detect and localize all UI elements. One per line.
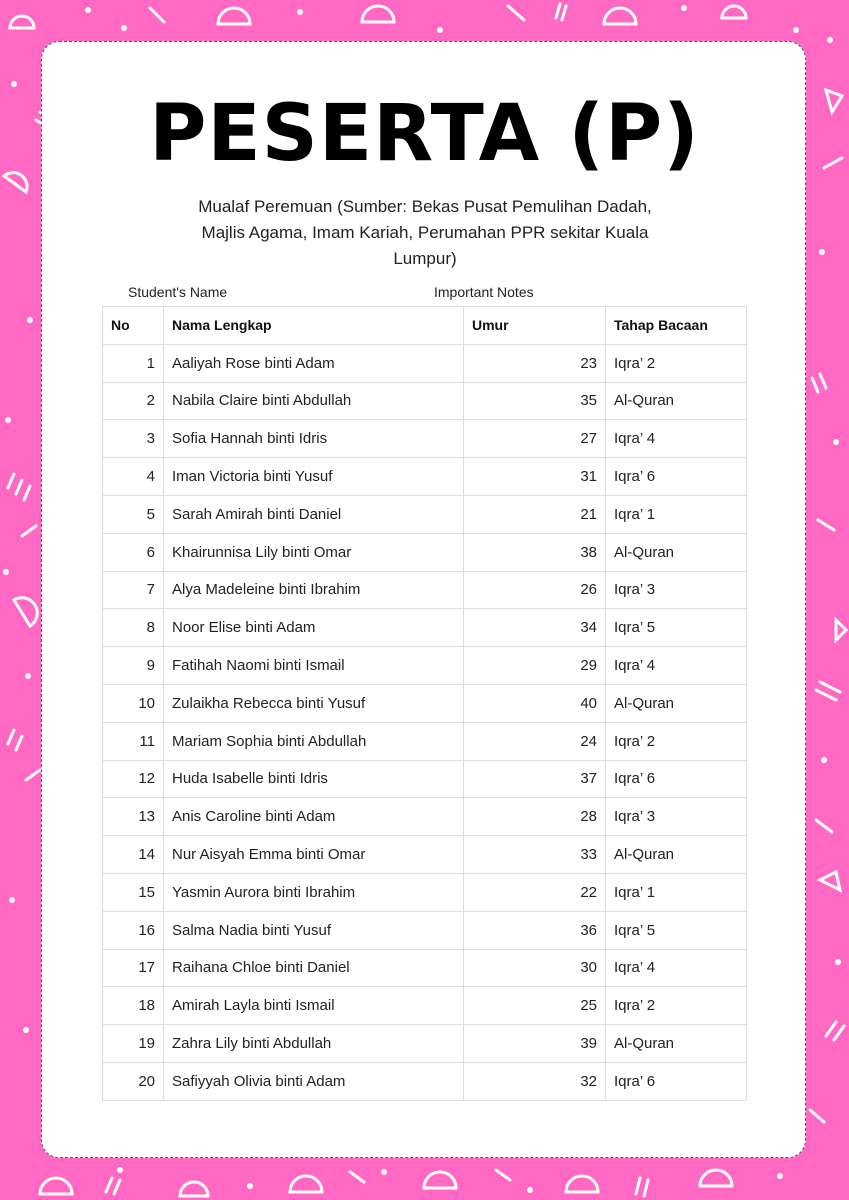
participant-age: 21 — [464, 495, 606, 533]
participant-age: 38 — [464, 533, 606, 571]
dot-icon — [835, 959, 841, 965]
dot-icon — [297, 9, 303, 15]
row-number: 15 — [103, 873, 164, 911]
half-circle-icon — [10, 16, 34, 28]
reading-level: Iqra’ 6 — [606, 458, 747, 496]
students-name-label: Student's Name — [128, 284, 228, 300]
table-row — [103, 420, 747, 458]
participant-name: Fatihah Naomi binti Ismail — [164, 647, 464, 685]
stripes-icon — [556, 4, 566, 20]
reading-level: Al-Quran — [606, 382, 747, 420]
participant-name: Huda Isabelle binti Idris — [164, 760, 464, 798]
table-row — [103, 949, 747, 987]
half-circle-icon — [362, 6, 394, 22]
reading-level: Iqra’ 2 — [606, 987, 747, 1025]
participant-name: Raihana Chloe binti Daniel — [164, 949, 464, 987]
participant-age: 25 — [464, 987, 606, 1025]
table-row — [103, 495, 747, 533]
participant-name: Zahra Lily binti Abdullah — [164, 1025, 464, 1063]
reading-level: Iqra’ 6 — [606, 760, 747, 798]
dot-icon — [821, 757, 827, 763]
table-header-row — [103, 307, 747, 345]
participant-name: Nur Aisyah Emma binti Omar — [164, 836, 464, 874]
participant-name: Safiyyah Olivia binti Adam — [164, 1062, 464, 1100]
reading-level: Iqra’ 3 — [606, 798, 747, 836]
participant-name: Iman Victoria binti Yusuf — [164, 458, 464, 496]
reading-level: Iqra’ 6 — [606, 1062, 747, 1100]
table-row — [103, 609, 747, 647]
table-row — [103, 722, 747, 760]
header-reading-level: Tahap Bacaan — [606, 307, 747, 345]
row-number: 4 — [103, 458, 164, 496]
participant-age: 39 — [464, 1025, 606, 1063]
pill-icon — [350, 1172, 364, 1182]
reading-level: Al-Quran — [606, 1025, 747, 1063]
participant-age: 33 — [464, 836, 606, 874]
row-number: 10 — [103, 684, 164, 722]
half-circle-icon — [700, 1170, 732, 1186]
reading-level: Al-Quran — [606, 836, 747, 874]
half-circle-icon — [566, 1176, 598, 1192]
dot-icon — [247, 1183, 253, 1189]
reading-level: Iqra’ 2 — [606, 344, 747, 382]
dot-icon — [117, 1167, 123, 1173]
table-row — [103, 1062, 747, 1100]
stripes-icon — [812, 374, 826, 392]
table-row — [103, 836, 747, 874]
table-row — [103, 873, 747, 911]
participant-age: 24 — [464, 722, 606, 760]
participant-age: 27 — [464, 420, 606, 458]
page-title: PESERTA (P) — [149, 89, 700, 179]
row-number: 11 — [103, 722, 164, 760]
participant-age: 32 — [464, 1062, 606, 1100]
stripes-icon — [106, 1178, 120, 1194]
row-number: 19 — [103, 1025, 164, 1063]
pill-icon — [26, 770, 40, 780]
participant-age: 34 — [464, 609, 606, 647]
dot-icon — [777, 1173, 783, 1179]
header-full-name: Nama Lengkap — [164, 307, 464, 345]
dot-icon — [381, 1169, 387, 1175]
participant-age: 36 — [464, 911, 606, 949]
participant-age: 31 — [464, 458, 606, 496]
reading-level: Iqra’ 4 — [606, 420, 747, 458]
table-row — [103, 571, 747, 609]
row-number: 7 — [103, 571, 164, 609]
dot-icon — [793, 27, 799, 33]
participant-name: Anis Caroline binti Adam — [164, 798, 464, 836]
participant-name: Khairunnisa Lily binti Omar — [164, 533, 464, 571]
reading-level: Iqra’ 2 — [606, 722, 747, 760]
row-number: 13 — [103, 798, 164, 836]
half-circle-icon — [836, 620, 846, 640]
pill-icon — [496, 1170, 510, 1180]
table-row — [103, 533, 747, 571]
row-number: 17 — [103, 949, 164, 987]
dot-icon — [25, 673, 31, 679]
pill-icon — [150, 8, 164, 22]
half-circle-icon — [722, 6, 746, 18]
dot-icon — [681, 5, 687, 11]
table-row — [103, 382, 747, 420]
row-number: 8 — [103, 609, 164, 647]
participant-name: Alya Madeleine binti Ibrahim — [164, 571, 464, 609]
table-row — [103, 344, 747, 382]
table-row — [103, 911, 747, 949]
stripes-icon — [8, 474, 30, 500]
half-circle-icon — [424, 1172, 456, 1188]
table-row — [103, 760, 747, 798]
participant-age: 28 — [464, 798, 606, 836]
participant-age: 30 — [464, 949, 606, 987]
reading-level: Al-Quran — [606, 533, 747, 571]
stripes-icon — [636, 1178, 648, 1196]
pill-icon — [810, 1110, 824, 1122]
table-row — [103, 458, 747, 496]
pill-icon — [22, 526, 36, 536]
participant-name: Mariam Sophia binti Abdullah — [164, 722, 464, 760]
pill-icon — [508, 6, 524, 20]
row-number: 5 — [103, 495, 164, 533]
participant-age: 26 — [464, 571, 606, 609]
table-row — [103, 798, 747, 836]
reading-level: Iqra’ 5 — [606, 911, 747, 949]
half-circle-icon — [218, 8, 250, 24]
participant-age: 23 — [464, 344, 606, 382]
table-row — [103, 684, 747, 722]
dot-icon — [121, 25, 127, 31]
row-number: 20 — [103, 1062, 164, 1100]
table-row — [103, 1025, 747, 1063]
dot-icon — [819, 249, 825, 255]
dot-icon — [437, 27, 443, 33]
participant-age: 40 — [464, 684, 606, 722]
row-number: 16 — [103, 911, 164, 949]
participant-age: 37 — [464, 760, 606, 798]
stripes-icon — [826, 1022, 844, 1040]
participant-name: Nabila Claire binti Abdullah — [164, 382, 464, 420]
table-row — [103, 647, 747, 685]
half-circle-icon — [290, 1176, 322, 1192]
stripes-icon — [8, 730, 22, 750]
page-subtitle: Mualaf Peremuan (Sumber: Bekas Pusat Pemulihan Dadah, Majlis Agama, Imam Kariah, Perumahan PPR sekitar Kuala Lumpur) — [198, 197, 652, 268]
row-number: 3 — [103, 420, 164, 458]
participant-age: 29 — [464, 647, 606, 685]
row-number: 2 — [103, 382, 164, 420]
dot-icon — [85, 7, 91, 13]
header-no: No — [103, 307, 164, 345]
row-number: 14 — [103, 836, 164, 874]
reading-level: Iqra’ 1 — [606, 495, 747, 533]
dot-icon — [9, 897, 15, 903]
half-circle-icon — [180, 1182, 208, 1196]
dot-icon — [23, 1027, 29, 1033]
dot-icon — [5, 417, 11, 423]
participants-table — [102, 306, 747, 1101]
participant-name: Sofia Hannah binti Idris — [164, 420, 464, 458]
participant-name: Salma Nadia binti Yusuf — [164, 911, 464, 949]
row-number: 12 — [103, 760, 164, 798]
participant-name: Noor Elise binti Adam — [164, 609, 464, 647]
half-circle-icon — [14, 598, 37, 626]
row-number: 18 — [103, 987, 164, 1025]
reading-level: Iqra’ 3 — [606, 571, 747, 609]
half-circle-icon — [40, 1178, 72, 1194]
participant-name: Zulaikha Rebecca binti Yusuf — [164, 684, 464, 722]
dot-icon — [11, 81, 17, 87]
table-row — [103, 987, 747, 1025]
participant-name: Aaliyah Rose binti Adam — [164, 344, 464, 382]
dot-icon — [27, 317, 33, 323]
dot-icon — [833, 439, 839, 445]
row-number: 6 — [103, 533, 164, 571]
participant-name: Sarah Amirah binti Daniel — [164, 495, 464, 533]
reading-level: Iqra’ 5 — [606, 609, 747, 647]
dot-icon — [827, 37, 833, 43]
table-body — [103, 344, 747, 1100]
participant-name: Yasmin Aurora binti Ibrahim — [164, 873, 464, 911]
pill-icon — [816, 820, 832, 832]
dot-icon — [527, 1187, 533, 1193]
half-circle-icon — [820, 872, 840, 890]
stripes-icon — [816, 682, 840, 700]
row-number: 9 — [103, 647, 164, 685]
dot-icon — [3, 569, 9, 575]
reading-level: Iqra’ 4 — [606, 647, 747, 685]
pill-icon — [818, 520, 834, 530]
reading-level: Al-Quran — [606, 684, 747, 722]
reading-level: Iqra’ 4 — [606, 949, 747, 987]
reading-level: Iqra’ 1 — [606, 873, 747, 911]
participant-age: 35 — [464, 382, 606, 420]
participant-name: Amirah Layla binti Ismail — [164, 987, 464, 1025]
important-notes-label: Important Notes — [434, 284, 534, 300]
participant-age: 22 — [464, 873, 606, 911]
header-age: Umur — [464, 307, 606, 345]
half-circle-icon — [604, 8, 636, 24]
row-number: 1 — [103, 344, 164, 382]
